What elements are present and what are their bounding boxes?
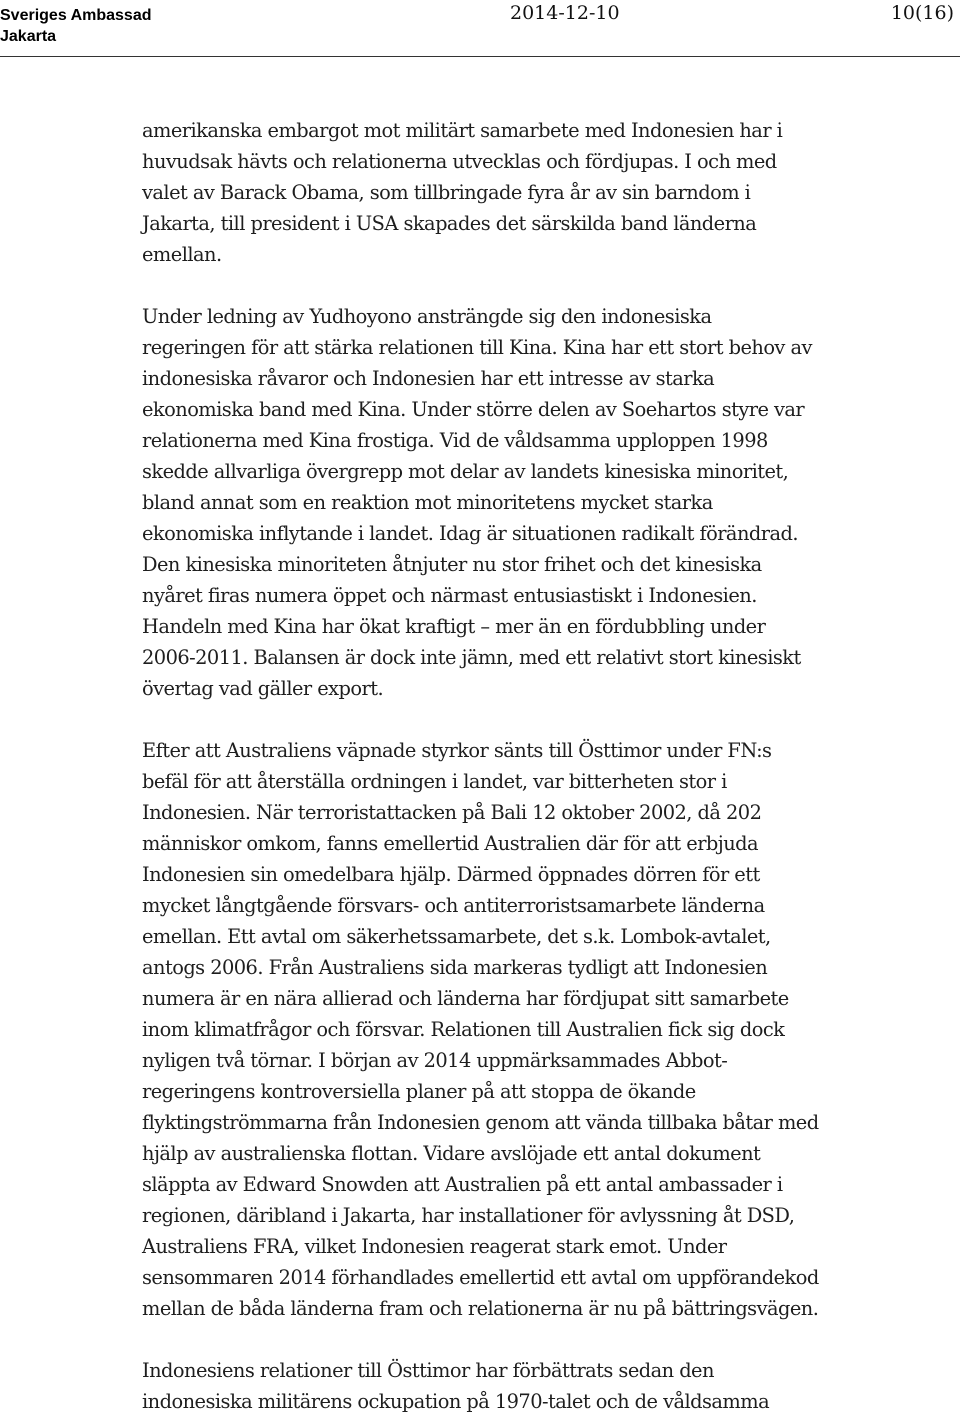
text-line: mellan de båda länderna fram och relationerna är nu på bättringsvägen. (142, 1297, 819, 1320)
header-divider (0, 56, 960, 57)
text-line: Australiens FRA, vilket Indonesien reagerat stark emot. Under (142, 1235, 727, 1258)
paragraph (142, 1355, 854, 1417)
text-line: ekonomiska inflytande i landet. Idag är situationen radikalt förändrad. (142, 522, 798, 545)
text-line: regeringen för att stärka relationen till Kina. Kina har ett stort behov av (142, 336, 812, 359)
text-line: valet av Barack Obama, som tillbringade fyra år av sin barndom i (142, 181, 751, 204)
embassy-name (0, 5, 151, 47)
text-line: mycket långtgående försvars- och antiterroristsamarbete länderna (142, 894, 765, 917)
paragraph (142, 115, 854, 270)
text-line: Indonesiens relationer till Östtimor har förbättrats sedan den (142, 1359, 714, 1382)
text-line: indonesiska militärens ockupation på 1970-talet och de våldsamma (142, 1390, 770, 1413)
text-line: relationerna med Kina frostiga. Vid de våldsamma upploppen 1998 (142, 429, 768, 452)
paragraph-gap (142, 704, 854, 735)
text-line: indonesiska råvaror och Indonesien har ett intresse av starka (142, 367, 715, 390)
page-number: 10(16) (890, 2, 954, 24)
document-body (142, 115, 854, 1417)
text-line: människor omkom, fanns emellertid Australien där för att erbjuda (142, 832, 759, 855)
paragraph (142, 735, 854, 1324)
text-line: Under ledning av Yudhoyono ansträngde sig den indonesiska (142, 305, 712, 328)
text-line: emellan. Ett avtal om säkerhetssamarbete, det s.k. Lombok-avtalet, (142, 925, 771, 948)
text-line: 2006-2011. Balansen är dock inte jämn, med ett relativt stort kinesiskt (142, 646, 801, 669)
text-line: bland annat som en reaktion mot minoritetens mycket starka (142, 491, 713, 514)
text-line: ekonomiska band med Kina. Under större delen av Soehartos styre var (142, 398, 805, 421)
text-line: regeringens kontroversiella planer på att stoppa de ökande (142, 1080, 696, 1103)
text-line: huvudsak hävts och relationerna utvecklas och fördjupas. I och med (142, 150, 777, 173)
text-line: Indonesien. När terroristattacken på Bali 12 oktober 2002, då 202 (142, 801, 762, 824)
paragraph-gap (142, 1324, 854, 1355)
text-line: övertag vad gäller export. (142, 677, 384, 700)
text-line: nyligen två törnar. I början av 2014 uppmärksammades Abbot- (142, 1049, 728, 1072)
text-line: sensommaren 2014 förhandlades emellertid ett avtal om uppförandekod (142, 1266, 819, 1289)
text-line: Efter att Australiens väpnade styrkor sänts till Östtimor under FN:s (142, 739, 772, 762)
document-date: 2014-12-10 (510, 2, 620, 24)
text-line: skedde allvarliga övergrepp mot delar av landets kinesiska minoritet, (142, 460, 789, 483)
text-line: inom klimatfrågor och försvar. Relationen till Australien fick sig dock (142, 1018, 785, 1041)
text-line: Jakarta, till president i USA skapades det särskilda band länderna (142, 212, 757, 235)
text-line: nyåret firas numera öppet och närmast entusiastiskt i Indonesien. (142, 584, 757, 607)
text-line: släppta av Edward Snowden att Australien på ett antal ambassader i (142, 1173, 783, 1196)
text-line: hjälp av australienska flottan. Vidare avslöjade ett antal dokument (142, 1142, 761, 1165)
text-line: amerikanska embargot mot militärt samarbete med Indonesien har i (142, 119, 783, 142)
text-line: emellan. (142, 243, 222, 266)
text-line: numera är en nära allierad och länderna har fördjupat sitt samarbete (142, 987, 789, 1010)
text-line: Den kinesiska minoriteten åtnjuter nu stor frihet och det kinesiska (142, 553, 762, 576)
text-line: Handeln med Kina har ökat kraftigt – mer än en fördubbling under (142, 615, 766, 638)
page-header (0, 0, 960, 62)
text-line: flyktingströmmarna från Indonesien genom att vända tillbaka båtar med (142, 1111, 819, 1134)
text-line: antogs 2006. Från Australiens sida markeras tydligt att Indonesien (142, 956, 768, 979)
paragraph-gap (142, 270, 854, 301)
text-line: Indonesien sin omedelbara hjälp. Därmed öppnades dörren för ett (142, 863, 760, 886)
text-line: regionen, däribland i Jakarta, har installationer för avlyssning åt DSD, (142, 1204, 795, 1227)
text-line: befäl för att återställa ordningen i landet, var bitterheten stor i (142, 770, 727, 793)
paragraph (142, 301, 854, 704)
embassy-city-line: Jakarta (0, 28, 57, 45)
embassy-name-line: Sveriges Ambassad (0, 7, 152, 24)
